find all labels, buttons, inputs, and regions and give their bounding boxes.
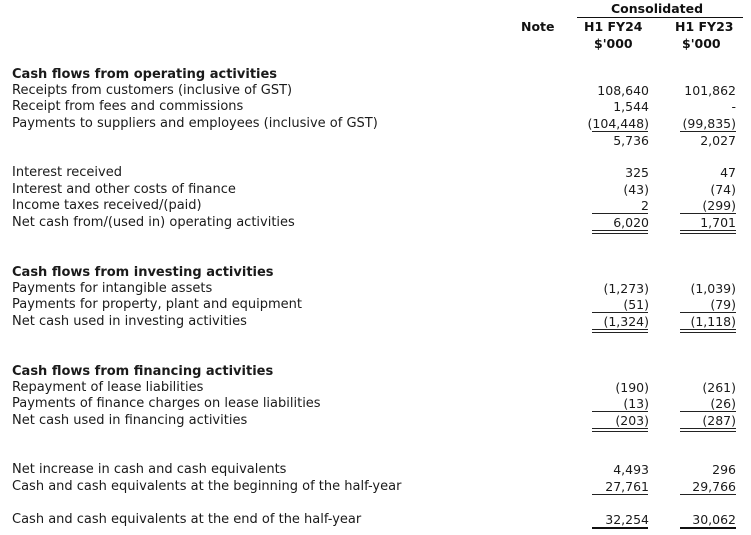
total-underline xyxy=(592,527,648,529)
consolidated-header: Consolidated xyxy=(611,1,704,16)
section-title-operating xyxy=(0,66,751,83)
row-value-h1fy24: 2 xyxy=(641,198,649,213)
col2-unit: $'000 xyxy=(682,36,721,51)
row-value-h1fy23: 30,062 xyxy=(692,512,736,527)
col1-unit: $'000 xyxy=(594,36,633,51)
row-value-h1fy24: 32,254 xyxy=(605,512,649,527)
row-label: Repayment of lease liabilities xyxy=(12,380,204,395)
row-label: Payments to suppliers and employees (inclusive of GST) xyxy=(12,116,378,131)
table-row xyxy=(0,313,751,330)
row-value-h1fy24: 325 xyxy=(625,165,649,180)
row-value-h1fy23: 1,701 xyxy=(700,215,736,230)
row-value-h1fy23: 29,766 xyxy=(692,479,736,494)
header-rule xyxy=(577,17,743,18)
table-row xyxy=(0,214,751,231)
table-row xyxy=(0,115,751,132)
row-value-h1fy23: (261) xyxy=(702,380,736,395)
row-value-h1fy24: 1,544 xyxy=(613,99,649,114)
double-underline xyxy=(592,428,648,432)
table-row xyxy=(0,379,751,396)
table-row xyxy=(0,181,751,198)
double-underline xyxy=(592,230,648,234)
row-value-h1fy23: 296 xyxy=(712,462,736,477)
table-row xyxy=(0,461,751,478)
row-value-h1fy24: 6,020 xyxy=(613,215,649,230)
row-value-h1fy24: (43) xyxy=(623,182,649,197)
subtotal-value-h1fy23: 2,027 xyxy=(700,133,736,148)
row-value-h1fy23: (74) xyxy=(710,182,736,197)
row-value-h1fy23: 47 xyxy=(720,165,736,180)
total-underline xyxy=(680,527,736,529)
row-label: Receipts from customers (inclusive of GST) xyxy=(12,83,293,98)
row-value-h1fy23: (299) xyxy=(702,198,736,213)
underline xyxy=(592,494,648,495)
table-row xyxy=(0,132,751,149)
table-row xyxy=(0,164,751,181)
table-row xyxy=(0,478,751,495)
row-value-h1fy23: (1,039) xyxy=(690,281,736,296)
table-row xyxy=(0,296,751,313)
row-value-h1fy23: (26) xyxy=(710,396,736,411)
row-value-h1fy24: (1,324) xyxy=(603,314,649,329)
row-label: Net cash from/(used in) operating activities xyxy=(12,215,295,230)
row-label: Payments for intangible assets xyxy=(12,281,213,296)
table-row xyxy=(0,98,751,115)
row-label: Interest and other costs of finance xyxy=(12,182,236,197)
row-value-h1fy23: (287) xyxy=(702,413,736,428)
row-label: Net increase in cash and cash equivalents xyxy=(12,462,287,477)
row-value-h1fy24: (51) xyxy=(623,297,649,312)
section-title-investing xyxy=(0,264,751,281)
row-label: Net cash used in financing activities xyxy=(12,413,248,428)
row-value-h1fy24: 108,640 xyxy=(597,83,649,98)
section-title: Cash flows from investing activities xyxy=(12,265,274,280)
row-value-h1fy24: (13) xyxy=(623,396,649,411)
row-label: Cash and cash equivalents at the beginning of the half-year xyxy=(12,479,402,494)
row-value-h1fy24: (1,273) xyxy=(603,281,649,296)
col1-header: H1 FY24 xyxy=(584,19,643,34)
section-title-financing xyxy=(0,363,751,380)
row-value-h1fy24: (104,448) xyxy=(587,116,649,131)
note-header: Note xyxy=(521,19,555,34)
row-label: Payments of finance charges on lease liabilities xyxy=(12,396,321,411)
double-underline xyxy=(592,329,648,333)
table-row xyxy=(0,197,751,214)
double-underline xyxy=(680,329,736,333)
row-value-h1fy23: 101,862 xyxy=(684,83,736,98)
table-row xyxy=(0,395,751,412)
table-row xyxy=(0,412,751,429)
table-row xyxy=(0,280,751,297)
row-value-h1fy23: - xyxy=(731,99,736,114)
subtotal-value-h1fy24: 5,736 xyxy=(613,133,649,148)
row-value-h1fy23: (79) xyxy=(710,297,736,312)
section-title: Cash flows from operating activities xyxy=(12,67,278,82)
row-value-h1fy23: (99,835) xyxy=(682,116,736,131)
row-label: Receipt from fees and commissions xyxy=(12,99,244,114)
table-row xyxy=(0,82,751,99)
row-value-h1fy24: (190) xyxy=(615,380,649,395)
table-row xyxy=(0,511,751,528)
row-label: Cash and cash equivalents at the end of the half-year xyxy=(12,512,362,527)
underline xyxy=(680,494,736,495)
col2-header: H1 FY23 xyxy=(675,19,734,34)
double-underline xyxy=(680,230,736,234)
row-label: Interest received xyxy=(12,165,122,180)
row-label: Payments for property, plant and equipment xyxy=(12,297,302,312)
double-underline xyxy=(680,428,736,432)
row-value-h1fy24: 27,761 xyxy=(605,479,649,494)
row-value-h1fy24: (203) xyxy=(615,413,649,428)
row-value-h1fy23: (1,118) xyxy=(690,314,736,329)
section-title: Cash flows from financing activities xyxy=(12,364,274,379)
row-label: Net cash used in investing activities xyxy=(12,314,247,329)
row-label: Income taxes received/(paid) xyxy=(12,198,202,213)
row-value-h1fy24: 4,493 xyxy=(613,462,649,477)
